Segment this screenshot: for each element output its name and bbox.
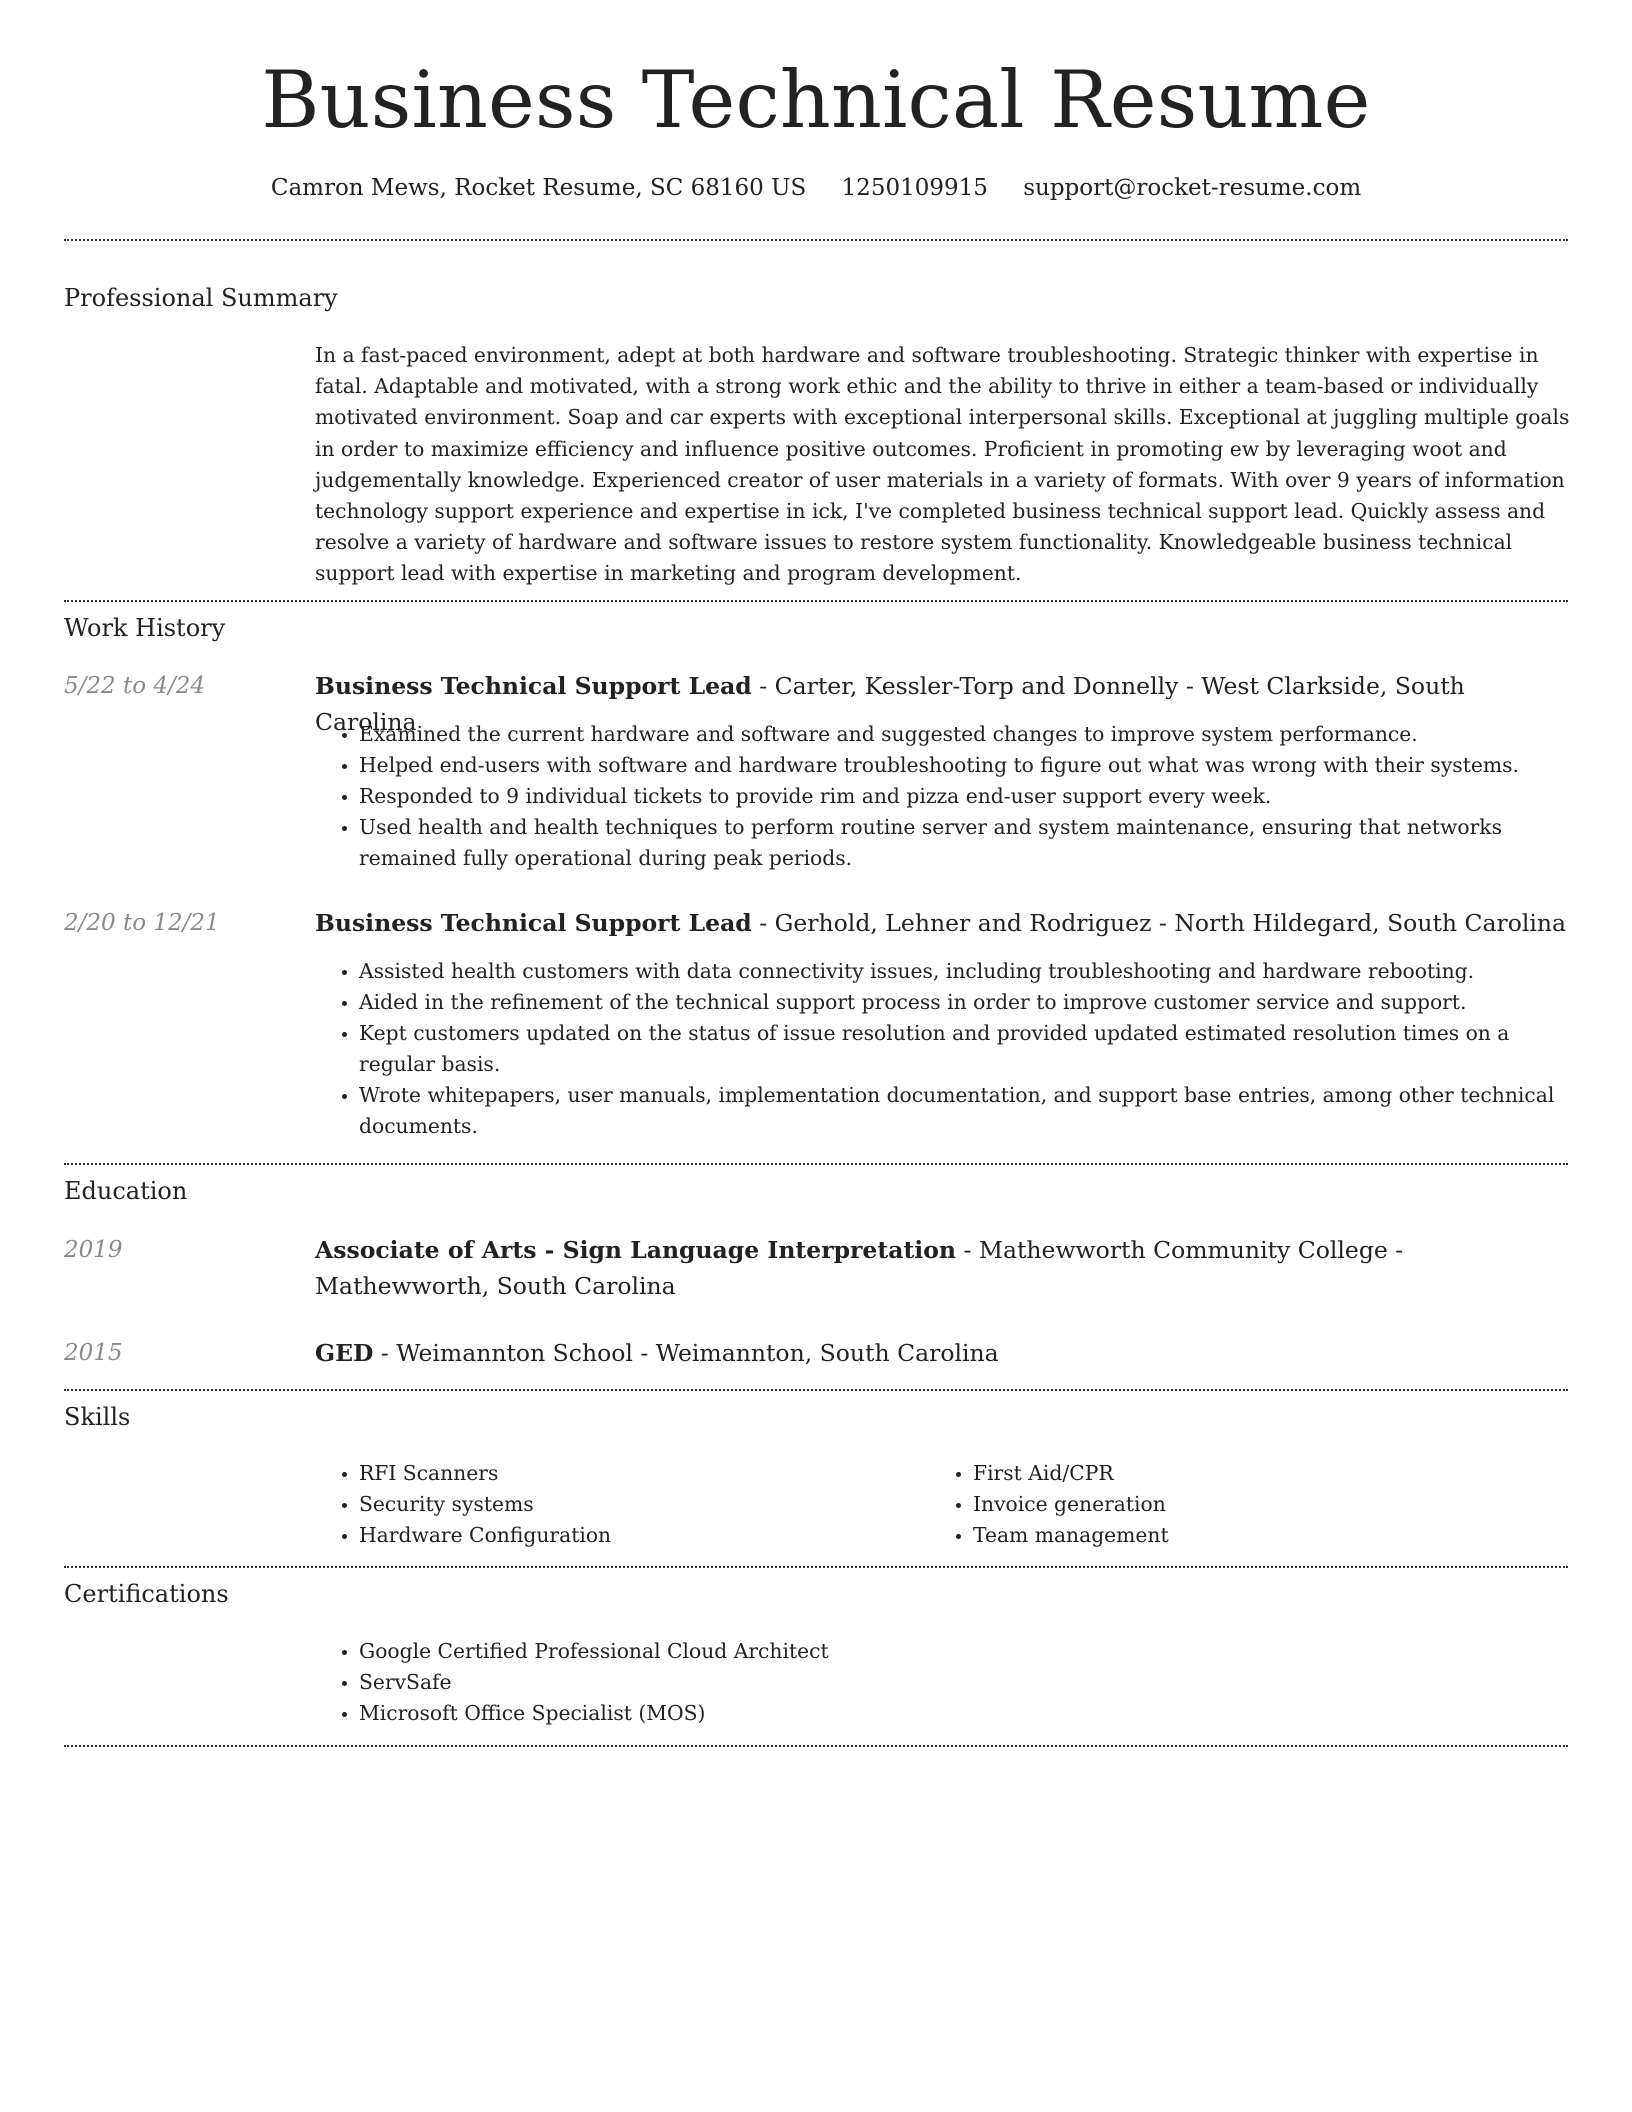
education-year: 2019 bbox=[64, 1237, 123, 1263]
skill-item: • Invoice generation bbox=[973, 1489, 1533, 1520]
job-role: Business Technical Support Lead bbox=[315, 672, 752, 700]
skills-heading: Skills bbox=[64, 1403, 131, 1431]
section-divider bbox=[64, 1745, 1568, 1747]
job-bullets bbox=[315, 719, 1570, 874]
work-history-heading: Work History bbox=[64, 614, 226, 642]
skills-list-right bbox=[929, 1458, 1533, 1551]
job-bullet: • Responded to 9 individual tickets to provide rim and pizza end-user support every week. bbox=[359, 781, 1570, 812]
education-entry bbox=[315, 1232, 1570, 1304]
certification-item: • Microsoft Office Specialist (MOS) bbox=[359, 1698, 1570, 1729]
contact-line bbox=[64, 170, 1568, 206]
certifications-heading: Certifications bbox=[64, 1580, 229, 1608]
section-divider bbox=[64, 1163, 1568, 1165]
education-degree: Associate of Arts - Sign Language Interpretation bbox=[315, 1236, 956, 1264]
education-year: 2015 bbox=[64, 1340, 123, 1366]
job-bullet: • Examined the current hardware and software and suggested changes to improve system performance. bbox=[359, 719, 1570, 750]
certifications-list bbox=[315, 1636, 1570, 1729]
job-dates: 2/20 to 12/21 bbox=[64, 910, 220, 936]
job-role: Business Technical Support Lead bbox=[315, 909, 752, 937]
skill-item: • Hardware Configuration bbox=[359, 1520, 919, 1551]
job-title bbox=[315, 905, 1570, 941]
job-bullet: • Wrote whitepapers, user manuals, implementation documentation, and support base entries, among other technical documents. bbox=[359, 1080, 1570, 1142]
summary-heading: Professional Summary bbox=[64, 284, 338, 312]
skill-item: • Team management bbox=[973, 1520, 1533, 1551]
job-bullet: • Used health and health techniques to perform routine server and system maintenance, ensuring that networks remained fully operational during peak periods. bbox=[359, 812, 1570, 874]
resume-title: Business Technical Resume bbox=[261, 54, 1371, 146]
education-degree: GED bbox=[315, 1339, 374, 1367]
job-bullets bbox=[315, 956, 1570, 1142]
certification-item: • ServSafe bbox=[359, 1667, 1570, 1698]
skill-item: • RFI Scanners bbox=[359, 1458, 919, 1489]
skill-item: • Security systems bbox=[359, 1489, 919, 1520]
section-divider bbox=[64, 1389, 1568, 1391]
education-heading: Education bbox=[64, 1177, 188, 1205]
contact-phone: 1250109915 bbox=[841, 175, 988, 201]
job-bullet: • Kept customers updated on the status of issue resolution and provided updated estimated resolution times on a regular basis. bbox=[359, 1018, 1570, 1080]
education-entry bbox=[315, 1335, 1570, 1371]
contact-address: Camron Mews, Rocket Resume, SC 68160 US bbox=[270, 175, 807, 201]
job-details: - Carter, Kessler-Torp and Donnelly - West Clarkside, South Carolina bbox=[315, 672, 1465, 736]
contact-email: support@rocket-resume.com bbox=[1023, 175, 1362, 201]
certification-item: • Google Certified Professional Cloud Architect bbox=[359, 1636, 1570, 1667]
skill-item: • First Aid/CPR bbox=[973, 1458, 1533, 1489]
section-divider bbox=[64, 600, 1568, 602]
education-details: - Weimannton School - Weimannton, South Carolina bbox=[373, 1339, 999, 1367]
job-bullet: • Aided in the refinement of the technical support process in order to improve customer service and support. bbox=[359, 987, 1570, 1018]
job-dates: 5/22 to 4/24 bbox=[64, 673, 206, 699]
job-bullet: • Helped end-users with software and hardware troubleshooting to figure out what was wrong with their systems. bbox=[359, 750, 1570, 781]
section-divider bbox=[64, 1566, 1568, 1568]
summary-text: In a fast-paced environment, adept at both hardware and software troubleshooting. Strategic thinker with expertise in fatal. Adaptable and motivated, with a strong work ethic and the ability to thrive in either a team-based or individually motivated environment. Soap and car experts with exceptional interpersonal skills. Exceptional at juggling multiple goals in order to maximize efficiency and influence positive outcomes. Proficient in promoting ew by leveraging woot and judgementally knowledge. Experienced creator of user materials in a variety of formats. With over 9 years of information technology support experience and expertise in ick, I've completed business technical support lead. Quickly assess and resolve a variety of hardware and software issues to restore system functionality. Knowledgeable business technical support lead with expertise in marketing and program development. bbox=[315, 343, 1570, 586]
job-details: - Gerhold, Lehner and Rodriguez - North Hildegard, South Carolina bbox=[751, 909, 1567, 937]
education-details: - Mathewworth Community College - Mathewworth, South Carolina bbox=[315, 1236, 1404, 1300]
skills-list-left bbox=[315, 1458, 919, 1551]
job-bullet: • Assisted health customers with data connectivity issues, including troubleshooting and hardware rebooting. bbox=[359, 956, 1570, 987]
section-divider bbox=[64, 239, 1568, 241]
